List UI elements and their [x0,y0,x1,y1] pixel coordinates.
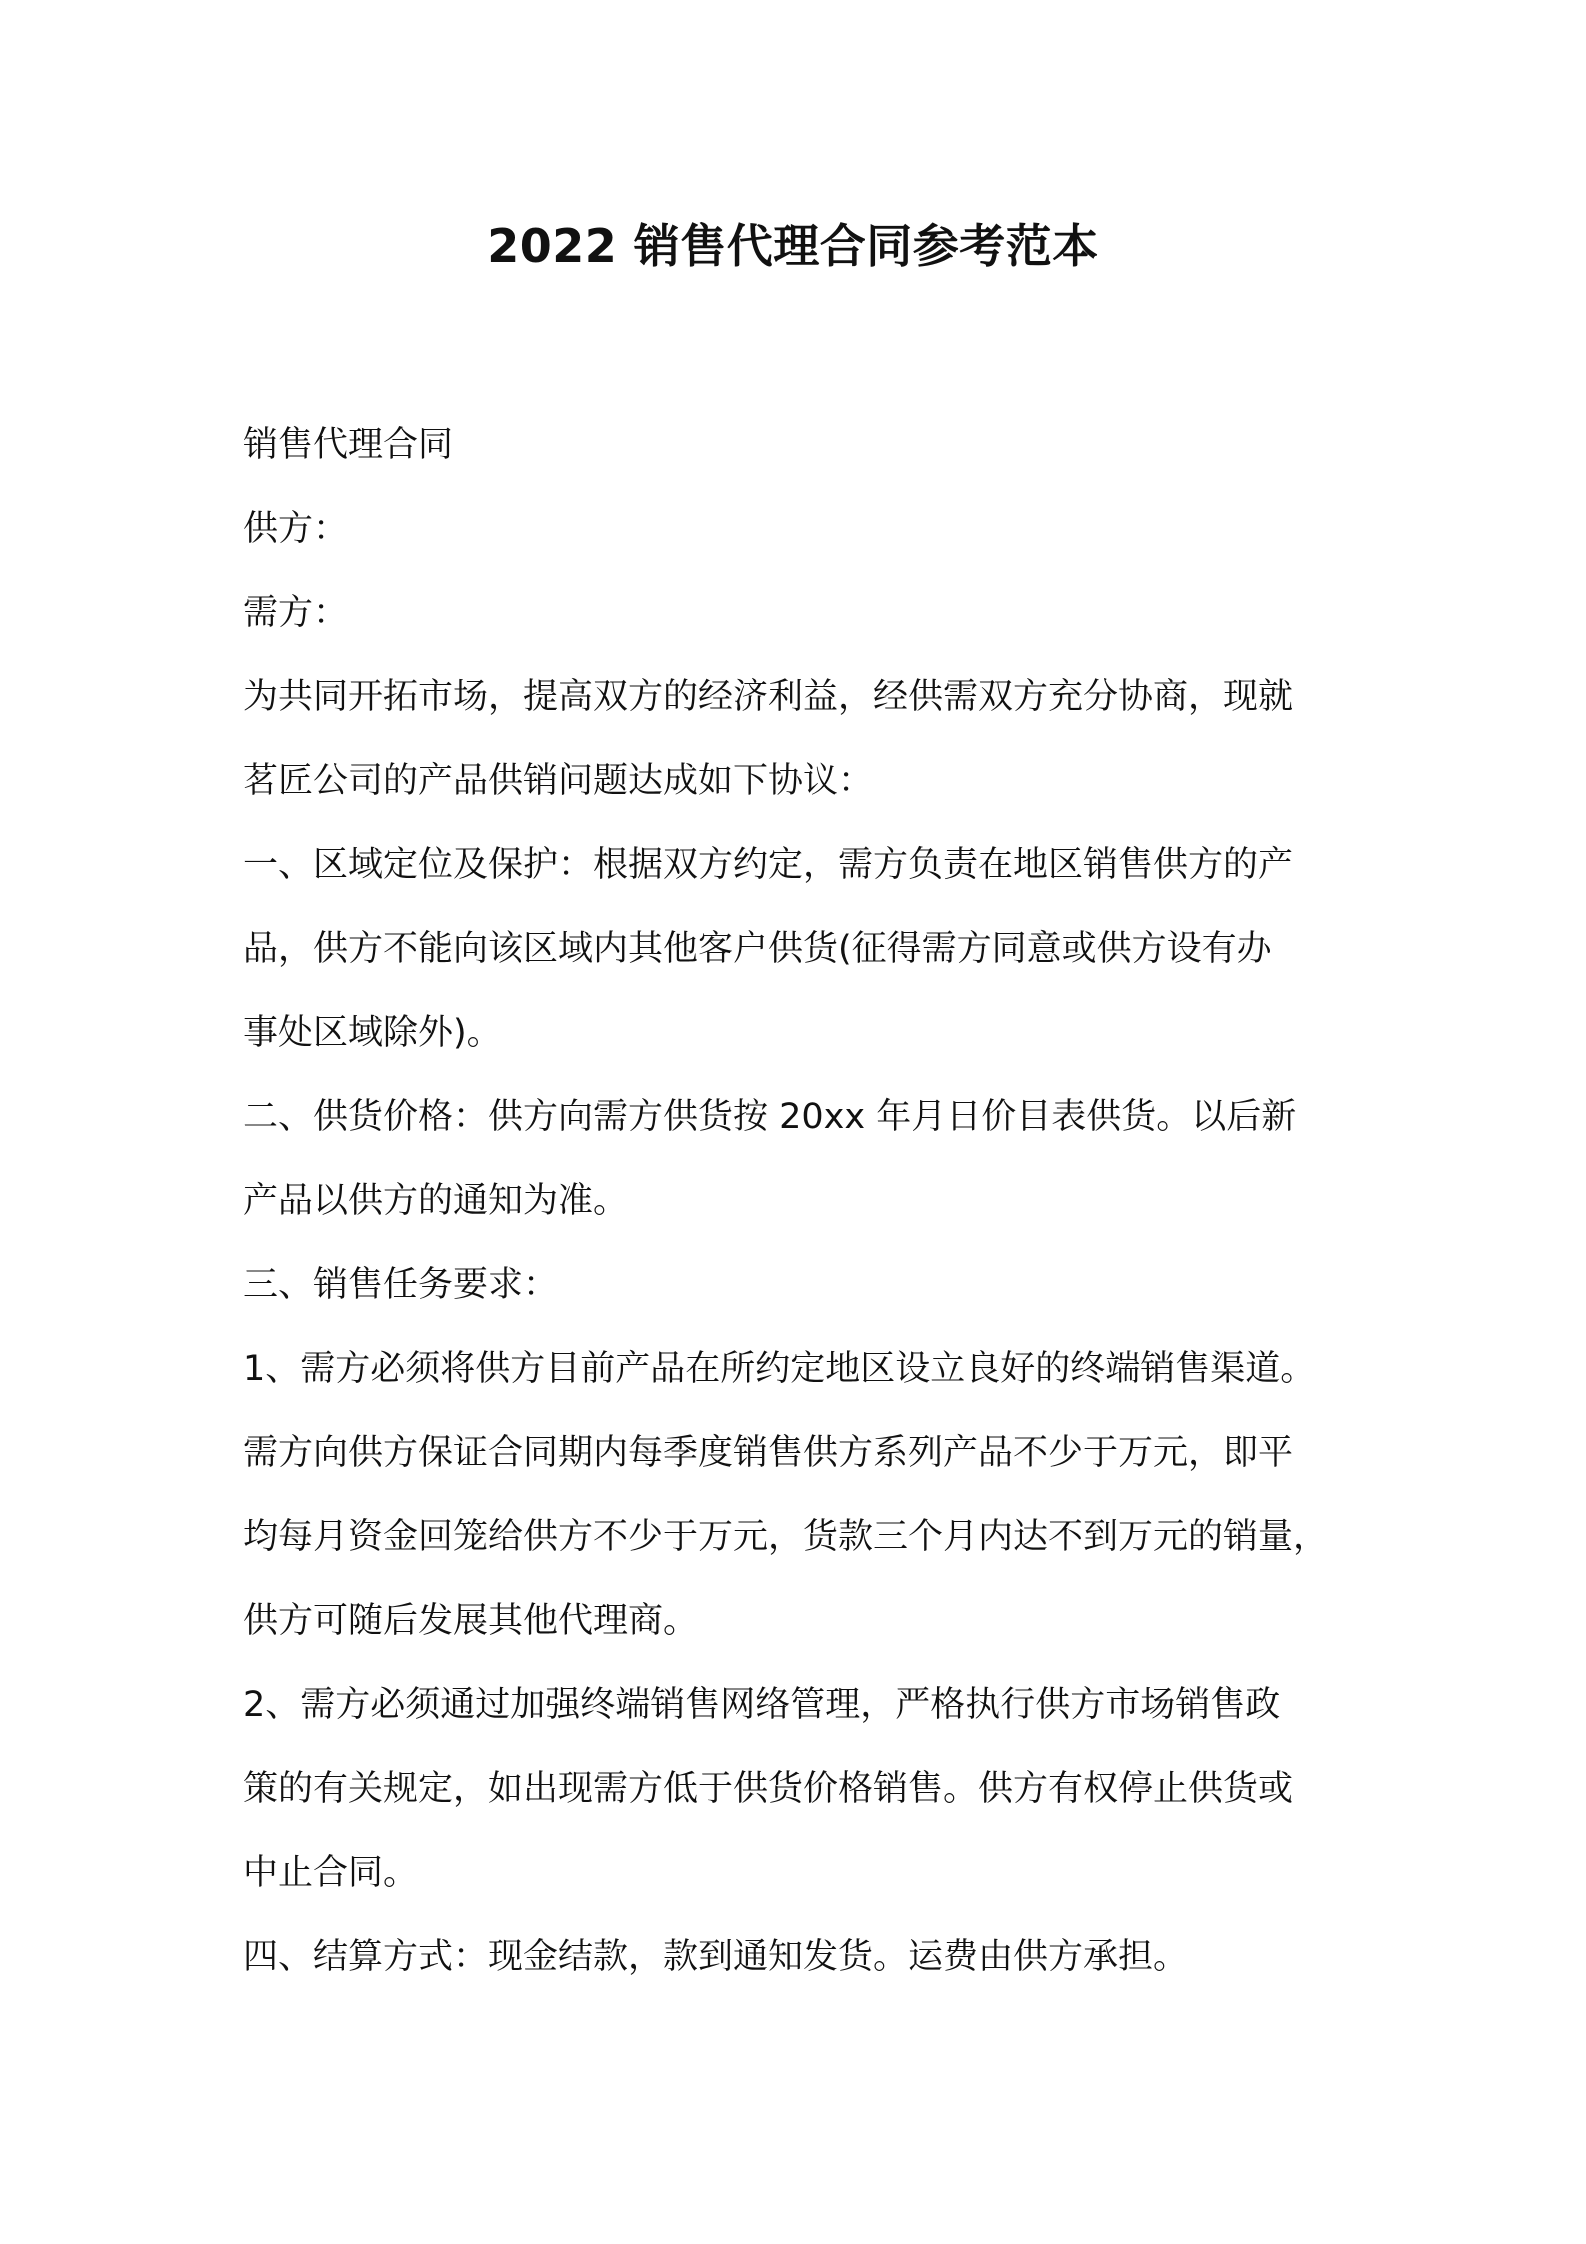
clause-1-line: 事处区域除外)。 [243,1013,502,1053]
document-body [243,403,1373,1999]
clause-2-line: 产品以供方的通知为准。 [243,1181,629,1221]
clause-3-item-2-line: 2、需方必须通过加强终端销售网络管理，严格执行供方市场销售政 [243,1685,1281,1725]
clause-3-item-2-line: 中止合同。 [243,1853,419,1893]
clause-3-heading: 三、销售任务要求： [243,1265,559,1305]
clause-1-line: 品，供方不能向该区域内其他客户供货(征得需方同意或供方设有办 [243,929,1272,969]
clause-3-item-1-line: 均每月资金回笼给供方不少于万元，货款三个月内达不到万元的销量， [243,1517,1329,1557]
clause-4-line: 四、结算方式：现金结款，款到通知发货。运费由供方承担。 [243,1937,1189,1977]
contract-heading: 销售代理合同 [243,425,454,465]
paragraph-line: 茗匠公司的产品供销问题达成如下协议： [243,761,874,801]
paragraph-line: 为共同开拓市场，提高双方的经济利益，经供需双方充分协商，现就 [243,677,1294,717]
buyer-line: 需方： [243,593,349,633]
clause-1-line: 一、区域定位及保护：根据双方约定，需方负责在地区销售供方的产 [243,845,1294,885]
clause-3-item-2-line: 策的有关规定，如出现需方低于供货价格销售。供方有权停止供货或 [243,1769,1294,1809]
document-title: 2022 销售代理合同参考范本 [487,219,1099,273]
clause-3-item-1-line: 需方向供方保证合同期内每季度销售供方系列产品不少于万元，即平 [243,1433,1294,1473]
supplier-line: 供方： [243,509,349,549]
clause-2-line: 二、供货价格：供方向需方供货按 20xx 年月日价目表供货。以后新 [243,1097,1297,1137]
clause-3-item-1-line: 1、需方必须将供方目前产品在所约定地区设立良好的终端销售渠道。 [243,1349,1316,1389]
clause-3-item-1-line: 供方可随后发展其他代理商。 [243,1601,699,1641]
